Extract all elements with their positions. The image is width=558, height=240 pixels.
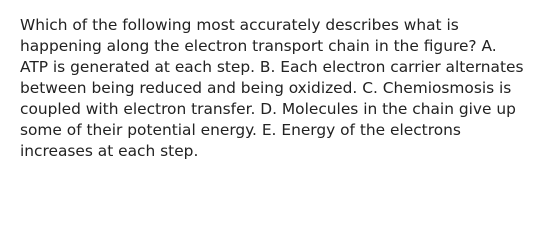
question-text: Which of the following most accurately describes what is happening along the electron transport chain in the figure? A. ATP is generated at each step. B. Each electron carrier alternates between being reduced and being oxidized. C. Chemiosmosis is coupled with electron transfer. D. Molecules in the chain give up some of their potential energy. E. Energy of the electrons increases at each step. <box>20 16 524 160</box>
